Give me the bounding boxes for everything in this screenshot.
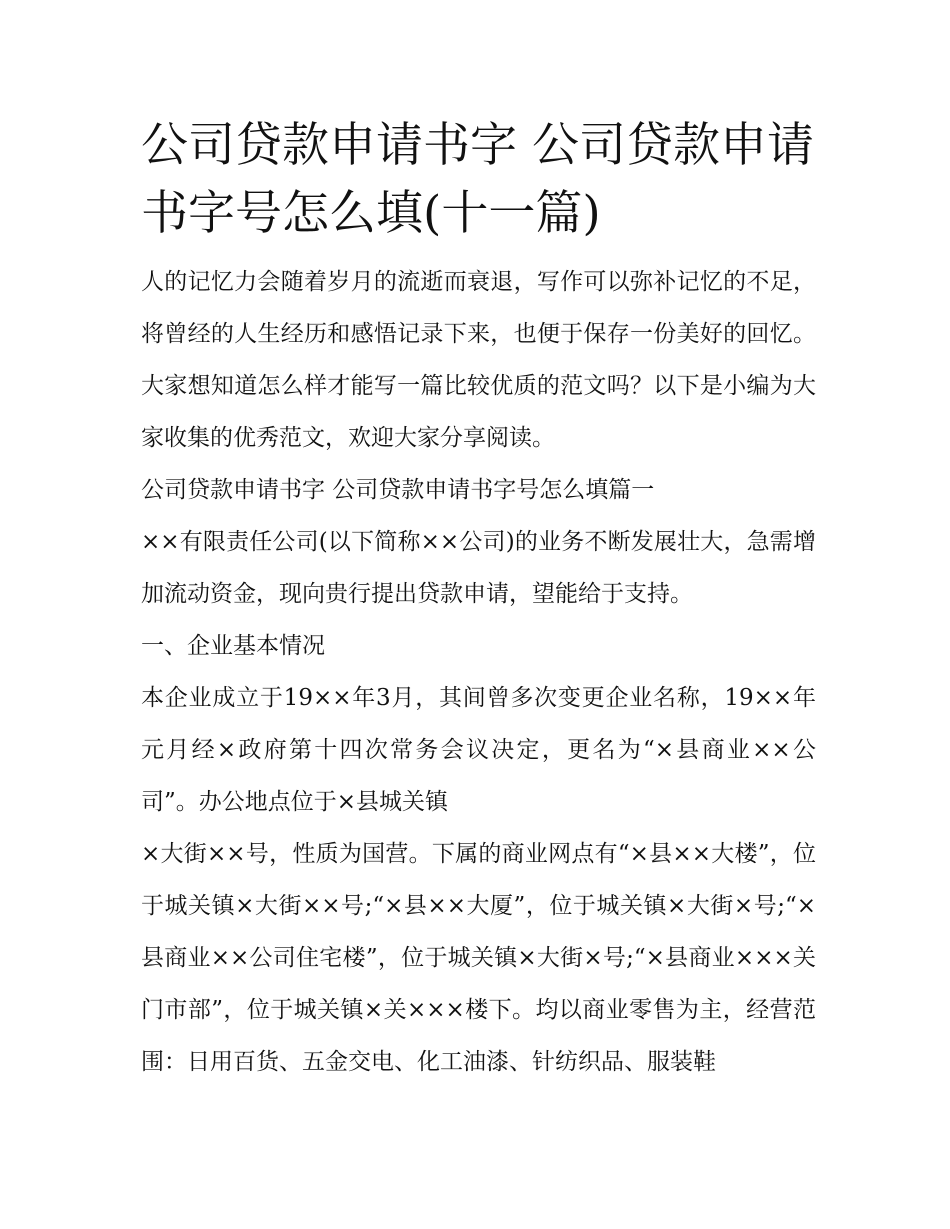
intro-paragraph: 人的记忆力会随着岁月的流逝而衰退，写作可以弥补记忆的不足，将曾经的人生经历和感悟记录下来，也便于保存一份美好的回忆。大家想知道怎么样才能写一篇比较优质的范文吗？以下是小编为大家收集的优秀范文，欢迎大家分享阅读。 bbox=[141, 269, 816, 451]
document-body bbox=[141, 112, 816, 1088]
body-paragraph: 本企业成立于19××年3月，其间曾多次变更企业名称，19××年元月经×政府第十四次常务会议决定，更名为“×县商业××公司”。办公地点位于×县城关镇 bbox=[141, 685, 816, 815]
body-paragraph: ××有限责任公司(以下简称××公司)的业务不断发展壮大，急需增加流动资金，现向贵行提出贷款申请，望能给于支持。 bbox=[141, 529, 816, 607]
document-title: 公司贷款申请书字 公司贷款申请书字号怎么填(十一篇) bbox=[141, 118, 814, 241]
section-heading: 公司贷款申请书字 公司贷款申请书字号怎么填篇一 bbox=[141, 477, 655, 503]
subsection-heading: 一、企业基本情况 bbox=[141, 633, 325, 659]
body-paragraph: ×大街××号，性质为国营。下属的商业网点有“×县××大楼”，位于城关镇×大街××号;“×县××大厦”，位于城关镇×大街×号;“×县商业××公司住宅楼”，位于城关镇×大街×号;“×县商业×××关门市部”，位于城关镇×关×××楼下。均以商业零售为主，经营范围：日用百货、五金交电、化工油漆、针纺织品、服装鞋 bbox=[141, 841, 816, 1075]
